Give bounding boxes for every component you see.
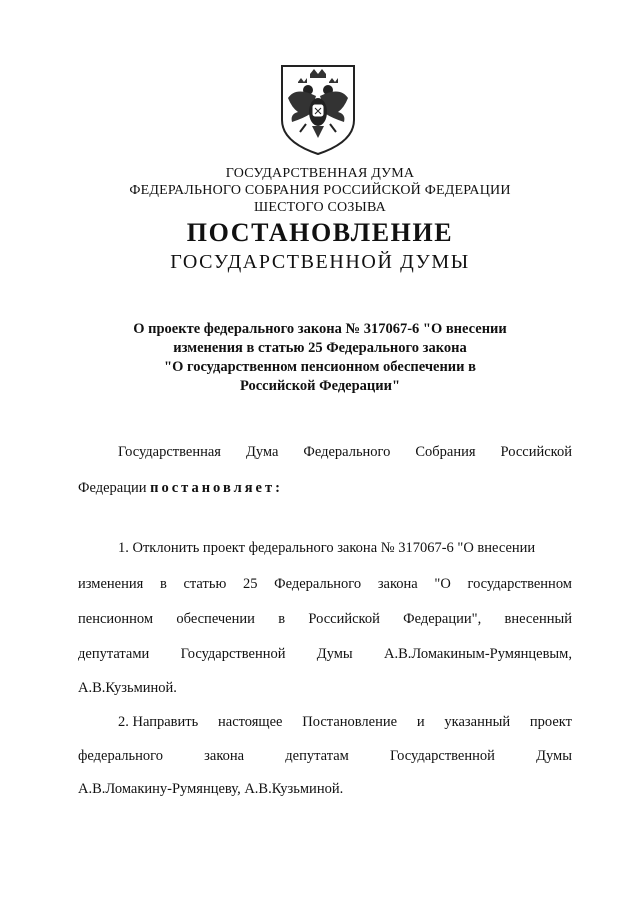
intro-word: Собрания [415, 444, 476, 460]
point2-line-1 [118, 714, 572, 731]
word: "О [434, 576, 451, 592]
point1-line-3 [78, 611, 572, 628]
word: закона [377, 576, 418, 592]
point1-line-4 [78, 646, 572, 663]
word: Думы [536, 748, 572, 764]
intro-word: Российской [500, 444, 572, 460]
point1-line-1: 1. Отклонить проект федерального закона № 317067-6 "О внесении [118, 540, 536, 556]
word: и [416, 714, 425, 730]
word: государственном [467, 576, 572, 592]
word: закона [204, 748, 245, 764]
word: указанный [444, 714, 511, 730]
word: проект [529, 714, 572, 730]
document-subtitle: ГОСУДАРСТВЕННОЙ ДУМЫ [170, 251, 470, 273]
word: Российской [308, 611, 380, 627]
document-title: ПОСТАНОВЛЕНИЕ [186, 218, 454, 247]
word: Федерального [274, 576, 362, 592]
intro-line-1 [118, 444, 572, 461]
word: федерального [78, 748, 163, 764]
word: Государственной [180, 646, 286, 662]
header-line-2: ФЕДЕРАЛЬНОГО СОБРАНИЯ РОССИЙСКОЙ ФЕДЕРАЦИИ [129, 183, 511, 198]
point2-line-3: А.В.Ломакину-Румянцеву, А.В.Кузьминой. [78, 781, 344, 797]
intro-line-2 [78, 480, 283, 497]
word: внесенный [504, 611, 572, 627]
word: настоящее [218, 714, 283, 730]
word: изменения [78, 576, 144, 592]
point1-line-5: А.В.Кузьминой. [78, 680, 177, 696]
intro-word: Федерального [303, 444, 391, 460]
word: Федерации", [403, 611, 482, 627]
point2-line-2 [78, 748, 572, 765]
intro-word: Государственная [118, 444, 221, 460]
word: в [159, 576, 167, 592]
word: Государственной [390, 748, 495, 764]
word: статью [183, 576, 227, 592]
word: Думы [316, 646, 353, 662]
subject-line-1: О проекте федерального закона № 317067-6 "О внесении [133, 321, 507, 337]
word: А.В.Ломакиным-Румянцевым, [383, 646, 572, 662]
word: 2. Направить [118, 714, 199, 730]
point1-line-2 [78, 576, 572, 593]
header-line-3: ШЕСТОГО СОЗЫВА [254, 200, 386, 215]
coat-of-arms-emblem [276, 62, 360, 156]
word: Постановление [302, 714, 398, 730]
decree-verb: постановляет: [150, 480, 283, 496]
subject-line-4: Российской Федерации" [239, 378, 401, 394]
word: в [278, 611, 286, 627]
subject-line-2: изменения в статью 25 Федерального закона [173, 340, 467, 356]
word: депутатам [285, 748, 349, 764]
word: пенсионном [78, 611, 154, 627]
word: обеспечении [176, 611, 255, 627]
word: 25 [242, 576, 258, 592]
intro-line-2-start: Федерации [78, 480, 151, 496]
subject-line-3: "О государственном пенсионном обеспечении в [164, 359, 476, 375]
header-line-1: ГОСУДАРСТВЕННАЯ ДУМА [225, 166, 415, 181]
intro-word: Дума [245, 444, 279, 460]
word: депутатами [78, 646, 150, 662]
